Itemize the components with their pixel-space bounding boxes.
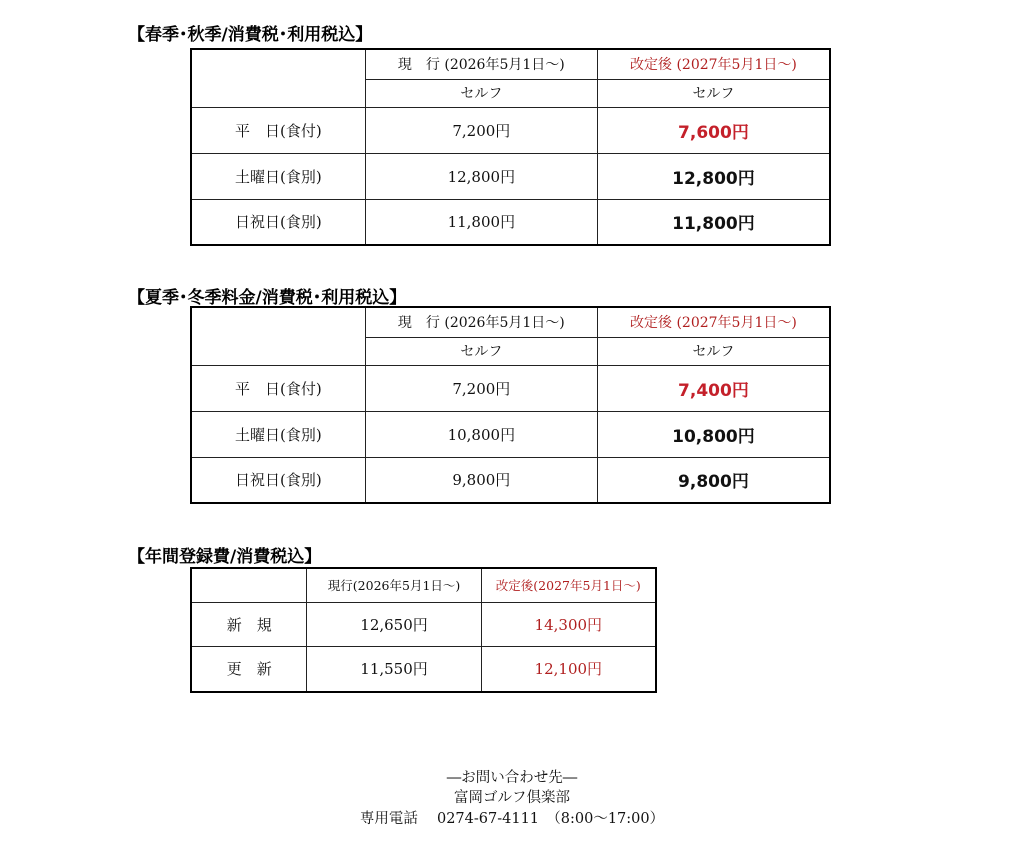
table-corner-cell xyxy=(191,307,365,365)
table-corner-cell xyxy=(191,49,365,107)
current-price: 11,550円 xyxy=(307,646,481,692)
header-revised: 改定後(2027年5月1日～) xyxy=(481,568,656,602)
revised-price: 10,800円 xyxy=(597,411,830,457)
row-label: 土曜日(食別) xyxy=(191,153,365,199)
table-row xyxy=(191,199,830,245)
current-price: 7,200円 xyxy=(365,107,597,153)
table-row xyxy=(191,107,830,153)
table-corner-cell xyxy=(191,568,307,602)
section-heading-summer-winter: 【夏季･冬季料金/消費税･利用税込】 xyxy=(128,288,407,308)
row-label: 平 日(食付) xyxy=(191,107,365,153)
table-row xyxy=(191,602,656,646)
table-row xyxy=(191,646,656,692)
row-label: 日祝日(食別) xyxy=(191,457,365,503)
table-row xyxy=(191,365,830,411)
row-label: 日祝日(食別) xyxy=(191,199,365,245)
row-label: 平 日(食付) xyxy=(191,365,365,411)
header-current: 現行(2026年5月1日～) xyxy=(307,568,481,602)
fee-table-annual xyxy=(190,567,657,693)
contact-heading: ―お問い合わせ先― xyxy=(446,770,578,786)
current-price: 12,650円 xyxy=(307,602,481,646)
fee-table-spring-autumn xyxy=(190,48,831,246)
section-heading-annual-fee: 【年間登録費/消費税込】 xyxy=(128,547,322,567)
revised-price: 12,100円 xyxy=(481,646,656,692)
header-revised: 改定後 (2027年5月1日～) xyxy=(597,307,830,337)
contact-phone: 専用電話 0274-67-4111 （8:00～17:00） xyxy=(359,811,665,827)
current-price: 10,800円 xyxy=(365,411,597,457)
revised-price: 14,300円 xyxy=(481,602,656,646)
row-label: 新 規 xyxy=(191,602,307,646)
table-row xyxy=(191,411,830,457)
subheader-current: セルフ xyxy=(365,337,597,365)
table-row xyxy=(191,457,830,503)
revised-price: 9,800円 xyxy=(597,457,830,503)
club-name: 富岡ゴルフ倶楽部 xyxy=(454,790,570,806)
header-current: 現 行 (2026年5月1日～) xyxy=(365,307,597,337)
subheader-revised: セルフ xyxy=(597,337,830,365)
current-price: 12,800円 xyxy=(365,153,597,199)
subheader-revised: セルフ xyxy=(597,79,830,107)
row-label: 土曜日(食別) xyxy=(191,411,365,457)
header-current: 現 行 (2026年5月1日～) xyxy=(365,49,597,79)
current-price: 7,200円 xyxy=(365,365,597,411)
fee-table-summer-winter xyxy=(190,306,831,504)
revised-price: 11,800円 xyxy=(597,199,830,245)
current-price: 11,800円 xyxy=(365,199,597,245)
section-heading-spring-autumn: 【春季･秋季/消費税･利用税込】 xyxy=(128,25,373,45)
revised-price: 7,400円 xyxy=(597,365,830,411)
header-revised: 改定後 (2027年5月1日～) xyxy=(597,49,830,79)
revised-price: 7,600円 xyxy=(597,107,830,153)
table-row xyxy=(191,153,830,199)
revised-price: 12,800円 xyxy=(597,153,830,199)
current-price: 9,800円 xyxy=(365,457,597,503)
subheader-current: セルフ xyxy=(365,79,597,107)
row-label: 更 新 xyxy=(191,646,307,692)
